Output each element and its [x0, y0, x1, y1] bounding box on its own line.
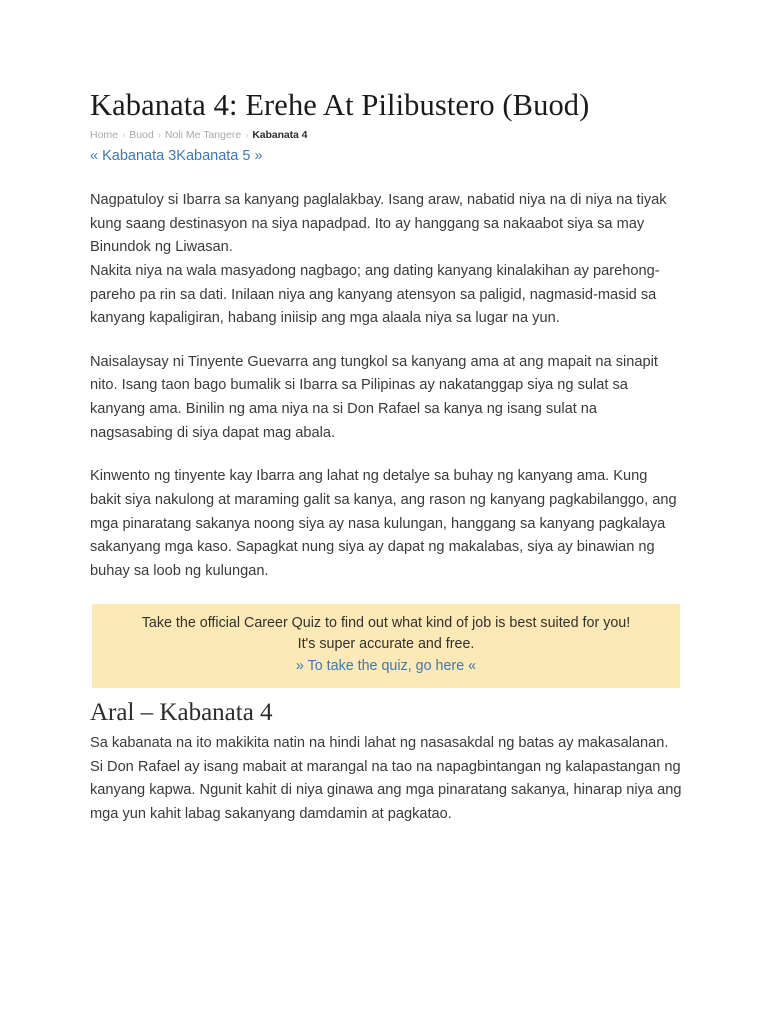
summary-paragraph-1: Nagpatuloy si Ibarra sa kanyang paglalakbay. Isang araw, nabatid niya na di niya na tiyak kung saang destinasyon na siya napadpad. Ito ay hanggang sa nakaabot siya sa may Binundok ng Liwasan.: [90, 191, 667, 256]
summary-paragraph-4: Kinwento ng tinyente kay Ibarra ang lahat ng detalye sa buhay ng kanyang ama. Kung bakit siya nakulong at maraming galit sa kanya, ang rason ng kanyang pagkabilanggo, ang mga pinaratang sakanya noong siya ay nasa kulungan, hanggang sa kanyang pagkalaya sakanyang mga kaso. Sapagkat nung siya ay dapat ng makalabas, siya ay binawian ng buhay sa loob ng kulungan.: [90, 468, 677, 579]
summary-paragraph-3: Naisalaysay ni Tinyente Guevarra ang tungkol sa kanyang ama at ang mapait na sinapit nito. Isang taon bago bumalik si Ibarra sa Pilipinas ay nakatanggap siya ng sulat sa kanyang ama. Binilin ng ama niya na si Don Rafael sa kanya ng isang sulat na nagsasabing di siya dapat mag abala.: [90, 353, 658, 441]
aral-paragraph-group: [90, 732, 682, 827]
next-chapter-link[interactable]: Kabanata 5 »: [176, 147, 263, 164]
summary-paragraph-2: Nakita niya na wala masyadong nagbago; ang dating kanyang kinalakihan ay parehong-pareho pa rin sa dati. Inilaan niya ang kanyang atensyon sa paligid, nagmasid-masid sa kanyang kapaligiran, habang iniisip ang mga alaala niya sa lugar na yun.: [90, 262, 660, 327]
callout-subline: It's super accurate and free.: [297, 636, 475, 653]
article-content: [90, 88, 682, 826]
career-quiz-callout: [92, 604, 680, 688]
breadcrumb-item-current: Kabanata 4: [252, 129, 308, 142]
breadcrumb-separator: ›: [157, 130, 161, 142]
summary-paragraph-group-2: [90, 351, 682, 446]
breadcrumb-separator: ›: [245, 130, 249, 142]
callout-headline: Take the official Career Quiz to find out what kind of job is best suited for you!: [141, 614, 631, 631]
previous-chapter-link[interactable]: « Kabanata 3: [90, 147, 177, 164]
summary-paragraph-group-1: [90, 189, 682, 331]
breadcrumb-item-home[interactable]: Home: [90, 129, 119, 142]
page-title: Kabanata 4: Erehe At Pilibustero (Buod): [90, 88, 590, 122]
breadcrumb-item-noli-me-tangere[interactable]: Noli Me Tangere: [164, 129, 242, 142]
summary-paragraph-group-3: [90, 465, 682, 583]
breadcrumb-item-buod[interactable]: Buod: [129, 129, 154, 142]
breadcrumb-separator: ›: [122, 130, 126, 142]
chapter-navigation: [90, 146, 682, 167]
aral-section-heading: Aral – Kabanata 4: [90, 698, 273, 726]
career-quiz-link[interactable]: » To take the quiz, go here «: [295, 658, 477, 675]
breadcrumb: [90, 128, 682, 143]
aral-paragraph: Sa kabanata na ito makikita natin na hindi lahat ng nasasakdal ng batas ay makasalanan. Si Don Rafael ay isang mabait at marangal na tao na napagbintangan ng kalapastangan ng kanyang kapwa. Ngunit kahit di niya ginawa ang mga pinaratang sakanya, hinarap niya ang mga yun kahit labag sakanyang damdamin at pagkatao.: [90, 734, 682, 822]
